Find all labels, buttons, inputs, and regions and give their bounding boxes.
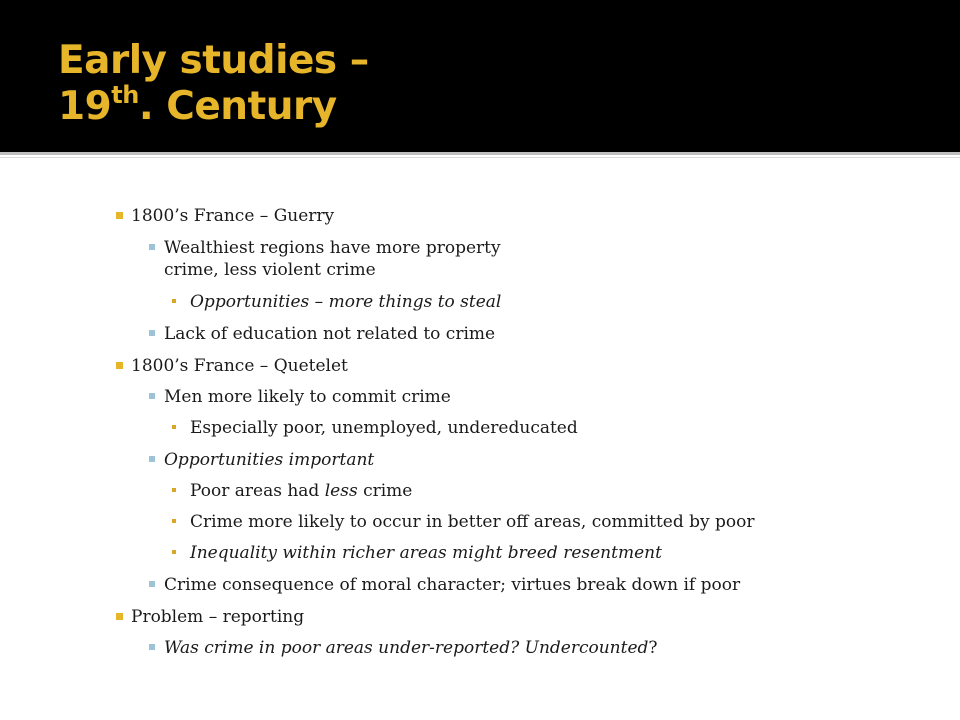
- bullet-moral: Crime consequence of moral character; virtues break down if poor: [164, 575, 741, 595]
- title-superscript: th: [111, 81, 139, 109]
- title-century-number: 19: [58, 84, 112, 129]
- bullet-square-icon: [149, 456, 155, 462]
- bullet-problem: Problem – reporting: [131, 607, 305, 627]
- bullet-square-icon: [116, 212, 123, 219]
- slide-title: [58, 38, 369, 130]
- bullet-quetelet: 1800’s France – Quetelet: [131, 356, 348, 376]
- bullet-dot-icon: [172, 519, 176, 523]
- bullet-inequality: Inequality within richer areas might breed resentment: [190, 543, 662, 563]
- bullet-square-icon: [149, 330, 155, 336]
- bullet-square-icon: [116, 362, 123, 369]
- bullet-square-icon: [149, 644, 155, 650]
- bullet-wealthiest-line2: crime, less violent crime: [164, 260, 376, 280]
- bullet-square-icon: [116, 613, 123, 620]
- bullet-especially: Especially poor, unemployed, undereducated: [190, 418, 578, 438]
- title-divider: [0, 152, 960, 155]
- bullet-crime-better-off: Crime more likely to occur in better off areas, committed by poor: [190, 512, 755, 532]
- title-line-2: [58, 81, 337, 129]
- bullet-dot-icon: [172, 550, 176, 554]
- bullet-poor-areas: [190, 480, 412, 502]
- bullet-square-icon: [149, 244, 155, 250]
- title-century-word: . Century: [138, 84, 337, 129]
- bullet-opportunities-steal: Opportunities – more things to steal: [190, 292, 502, 312]
- bullet-dot-icon: [172, 425, 176, 429]
- poor-areas-text-end: crime: [357, 481, 413, 501]
- title-line-1: Early studies –: [58, 38, 369, 83]
- poor-areas-text: Poor areas had: [190, 481, 325, 501]
- bullet-guerry: 1800’s France – Guerry: [131, 206, 335, 226]
- bullet-square-icon: [149, 393, 155, 399]
- title-band: [0, 0, 960, 152]
- title-divider-thin: [0, 157, 960, 158]
- bullet-square-icon: [149, 581, 155, 587]
- bullet-dot-icon: [172, 488, 176, 492]
- bullet-question: [164, 637, 658, 659]
- question-text: Was crime in poor areas under-reported? Undercounted: [164, 638, 649, 658]
- poor-areas-emphasis: less: [324, 481, 358, 501]
- bullet-men: Men more likely to commit crime: [164, 387, 451, 407]
- bullet-wealthiest-line1: Wealthiest regions have more property: [164, 238, 501, 258]
- bullet-education: Lack of education not related to crime: [164, 324, 496, 344]
- question-mark: ?: [648, 638, 658, 658]
- bullet-opportunities-important: Opportunities important: [164, 450, 375, 470]
- bullet-dot-icon: [172, 299, 176, 303]
